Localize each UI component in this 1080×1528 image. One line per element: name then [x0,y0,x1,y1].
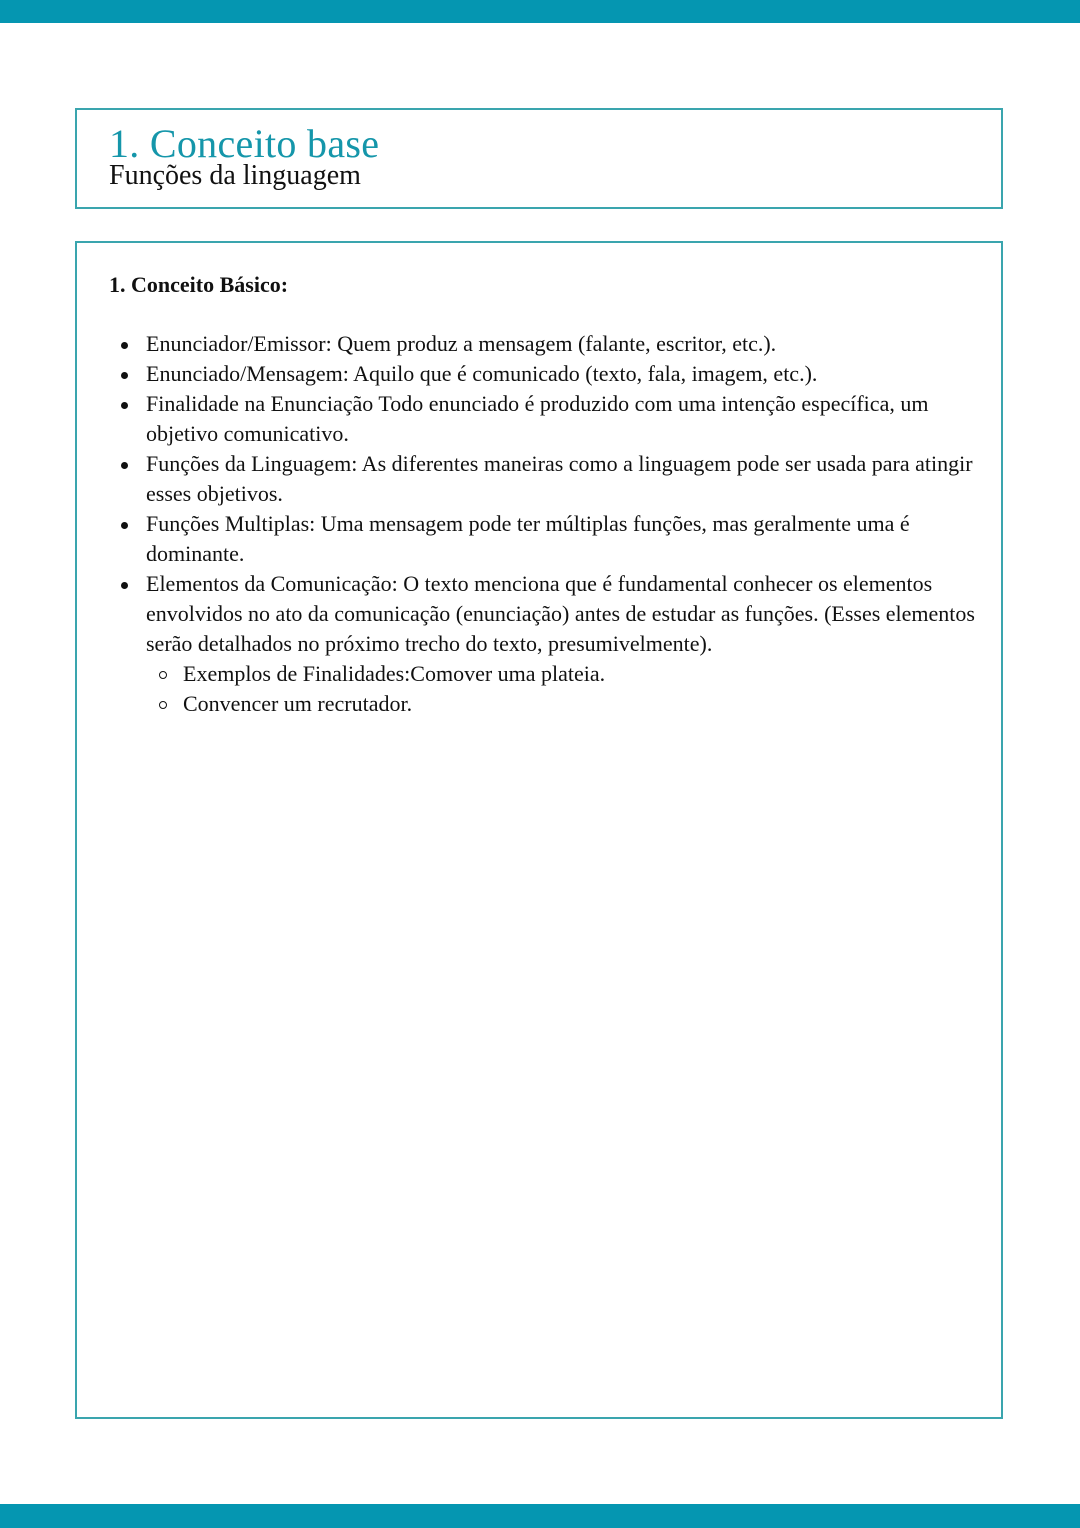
top-accent-bar [0,0,1080,23]
sub-list-item-text: Exemplos de Finalidades:Comover uma plateia. [183,661,606,686]
list-item-text: Finalidade na Enunciação Todo enunciado é produzido com uma intenção específica, um objetivo comunicativo. [146,391,929,446]
list-item [109,509,979,569]
sub-list-item [146,659,979,689]
section-heading: 1. Conceito Básico: [109,272,289,297]
list-item [109,359,979,389]
list-item [109,569,979,719]
sub-list-item-text: Convencer um recrutador. [183,691,413,716]
bullet-icon [121,372,128,379]
page-title: 1. Conceito base [109,121,380,166]
title-box [75,108,1003,209]
bottom-accent-bar [0,1504,1080,1528]
bullet-icon [121,402,128,409]
list-item [109,329,979,359]
list-item-text: Funções da Linguagem: As diferentes maneiras como a linguagem pode ser usada para atingir esses objetivos. [146,451,973,506]
bullet-list [109,329,979,719]
bullet-icon [121,342,128,349]
bullet-icon [121,462,128,469]
circle-bullet-icon [159,671,167,679]
sub-bullet-list [146,659,979,719]
list-item-text: Funções Multiplas: Uma mensagem pode ter múltiplas funções, mas geralmente uma é dominante. [146,511,910,566]
bullet-icon [121,522,128,529]
list-item-text: Enunciado/Mensagem: Aquilo que é comunicado (texto, fala, imagem, etc.). [146,361,818,386]
list-item-text: Enunciador/Emissor: Quem produz a mensagem (falante, escritor, etc.). [146,331,777,356]
page-subtitle: Funções da linguagem [109,160,361,191]
list-item [109,449,979,509]
list-item [109,389,979,449]
circle-bullet-icon [159,701,167,709]
content-box [75,241,1003,1419]
bullet-icon [121,582,128,589]
sub-list-item [146,689,979,719]
list-item-text: Elementos da Comunicação: O texto menciona que é fundamental conhecer os elementos envolvidos no ato da comunicação (enunciação) antes de estudar as funções. (Esses elementos serão detalhados no próximo trecho do texto, presumivelmente). [146,571,975,656]
